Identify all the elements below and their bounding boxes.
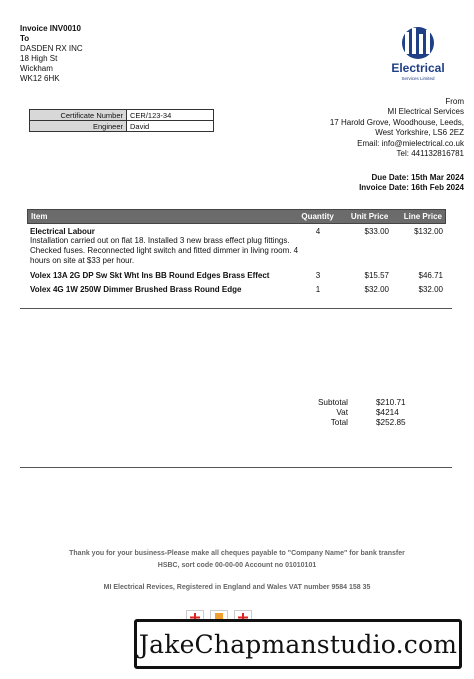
sender-block	[330, 97, 464, 159]
vat-value: $4214	[376, 408, 399, 417]
footer-divider	[20, 467, 452, 468]
to-label: To	[20, 34, 30, 43]
engineer-value: David	[127, 121, 214, 132]
logo-wordmark: Electrical	[391, 61, 445, 75]
logo-subtitle: Services Limited	[401, 76, 435, 81]
table-row	[27, 271, 446, 280]
row-line: $32.00	[418, 285, 443, 294]
sender-company: MI Electrical Services	[387, 107, 464, 117]
certificate-table	[29, 109, 214, 132]
invoice-number: Invoice INV0010	[20, 24, 81, 33]
footer-bank: HSBC, sort code 00-00-00 Account no 01010101	[157, 562, 317, 569]
footer-thanks: Thank you for your business-Please make all cheques payable to "Company Name" for bank transfer	[69, 550, 405, 557]
header-unit-price: Unit Price	[350, 212, 389, 221]
watermark-banner: JakeChapmanstudio.com	[134, 619, 462, 669]
row-description: Installation carried out on flat 18. Installed 3 new brass effect plug fittings. Checked fuses. Reconnected light switch and fitted dimmer in living room. 4 hours on site at $33 per hour.	[30, 236, 299, 265]
engineer-row	[30, 121, 214, 132]
logo-graphic	[387, 26, 449, 82]
header-item: Item	[31, 212, 48, 221]
recipient-line: Wickham	[20, 64, 53, 73]
items-divider	[20, 308, 452, 309]
table-row	[27, 285, 446, 294]
row-unit: $33.00	[364, 227, 389, 236]
row-title: Electrical Labour	[30, 227, 95, 236]
dates-block	[359, 173, 464, 193]
total-row	[300, 418, 406, 428]
items-header	[27, 209, 446, 224]
recipient-line: DASDEN RX INC	[20, 44, 83, 53]
row-line: $46.71	[418, 271, 443, 280]
row-unit: $32.00	[364, 285, 389, 294]
certificate-value: CER/123-34	[127, 110, 214, 121]
engineer-label: Engineer	[30, 121, 127, 132]
footer-registration: MI Electrical Revices, Registered in England and Wales VAT number 9584 158 35	[103, 584, 371, 591]
sender-email: Email: info@mielectrical.co.uk	[357, 138, 464, 148]
sender-address: West Yorkshire, LS6 2EZ	[375, 128, 464, 138]
row-item-cell	[27, 285, 300, 294]
recipient-line: WK12 6HK	[20, 74, 60, 83]
recipient-line: 18 High St	[20, 54, 58, 63]
invoice-date: Invoice Date: 16th Feb 2024	[359, 183, 464, 192]
row-qty: 1	[315, 285, 321, 294]
sender-address: 17 Harold Grove, Woodhouse, Leeds,	[329, 117, 464, 127]
company-logo	[387, 26, 449, 82]
row-title: Volex 4G 1W 250W Dimmer Brushed Brass Round Edge	[30, 285, 242, 294]
row-item-cell	[27, 271, 300, 280]
certificate-label: Certificate Number	[30, 110, 127, 121]
row-qty: 4	[315, 227, 321, 236]
items-table	[27, 209, 446, 294]
subtotal-row	[300, 398, 406, 408]
row-title: Volex 13A 2G DP Sw Skt Wht Ins BB Round Edges Brass Effect	[30, 271, 270, 280]
header-line-price: Line Price	[403, 212, 442, 221]
subtotal-value: $210.71	[376, 398, 406, 407]
total-label: Total	[330, 418, 348, 427]
row-qty: 3	[315, 271, 321, 280]
recipient-block	[20, 24, 83, 84]
due-date: Due Date: 15th Mar 2024	[371, 173, 464, 182]
total-value: $252.85	[376, 418, 406, 427]
certificate-row	[30, 110, 214, 121]
vat-row	[300, 408, 406, 418]
from-label: From	[445, 97, 464, 106]
header-quantity: Quantity	[301, 212, 334, 221]
sender-phone: Tel: 441132816781	[396, 149, 464, 159]
row-unit: $15.57	[364, 271, 389, 280]
subtotal-label: Subtotal	[317, 398, 348, 407]
row-line: $132.00	[414, 227, 443, 236]
totals-block	[300, 398, 406, 428]
table-row	[27, 227, 446, 266]
vat-label: Vat	[336, 408, 348, 417]
row-item-cell	[27, 227, 300, 266]
